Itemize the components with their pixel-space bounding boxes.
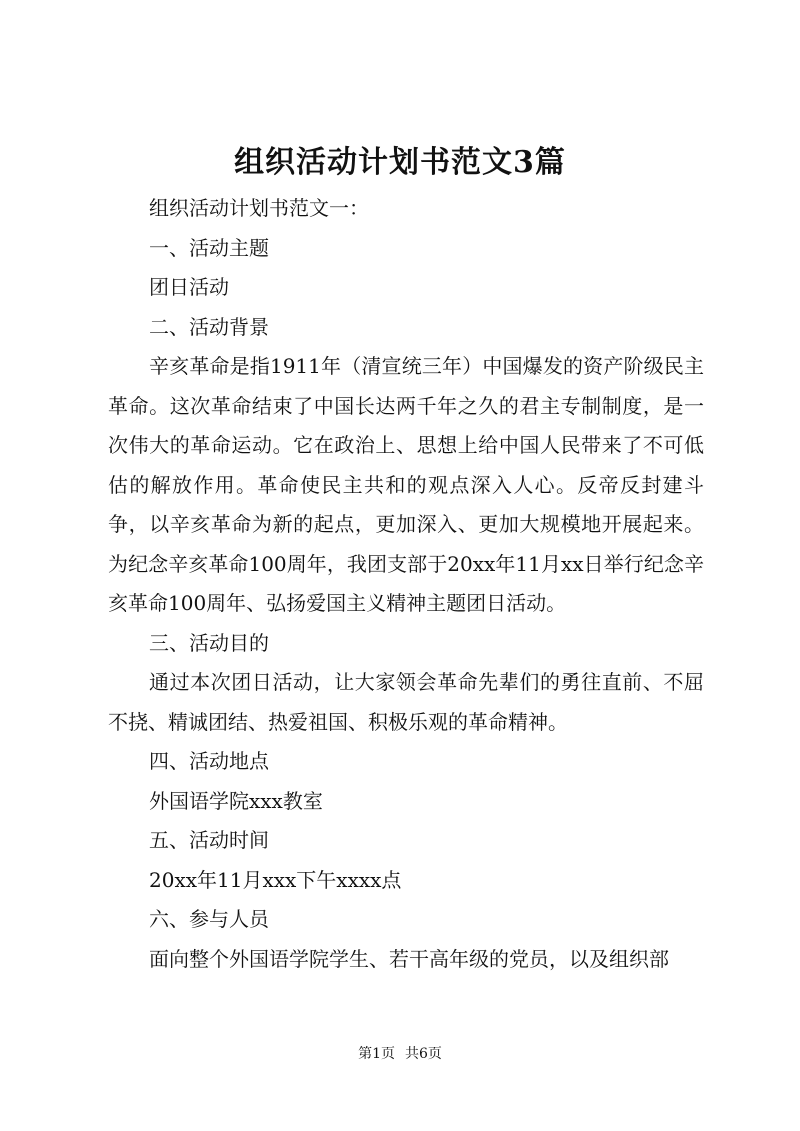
section-intro: 组织活动计划书范文一： [149,196,369,220]
page-number: 第1页 [358,1046,395,1062]
heading-participants: 六、参与人员 [149,907,269,931]
heading-activity-background: 二、活动背景 [149,314,269,339]
heading-activity-location: 四、活动地点 [149,749,269,773]
page-total: 共6页 [405,1046,442,1062]
activity-purpose-text: 通过本次团日活动，让大家领会革命先辈们的勇往直前、不屈不挠、精诚团结、热爱祖国、积极乐观的革命精神。 [108,670,704,734]
document-body [108,189,704,979]
activity-location-text: 外国语学院xxx教室 [149,788,323,813]
activity-theme-text: 团日活动 [149,275,229,299]
heading-activity-purpose: 三、活动目的 [149,630,269,655]
heading-activity-time: 五、活动时间 [149,828,269,852]
heading-activity-theme: 一、活动主题 [149,235,269,260]
page-title: 组织活动计划书范文3篇 [234,145,566,180]
activity-time-text: 20xx年11月xxx下午xxxx点 [149,867,402,892]
activity-background-text: 辛亥革命是指1911年（清宣统三年）中国爆发的资产阶级民主革命。这次革命结束了中国长达两千年之久的君主专制制度，是一次伟大的革命运动。它在政治上、思想上给中国人民带来了不可低估的解放作用。革命使民主共和的观点深入人心。反帝反封建斗争，以辛亥革命为新的起点，更加深入、更加大规模地开展起来。为纪念辛亥革命100周年，我团支部于20xx年11月xx日举行纪念辛亥革命100周年、弘扬爱国主义精神主题团日活动。 [108,354,704,615]
page-footer [0,1044,800,1064]
participants-text: 面向整个外国语学院学生、若干高年级的党员，以及组织部 [149,946,669,971]
